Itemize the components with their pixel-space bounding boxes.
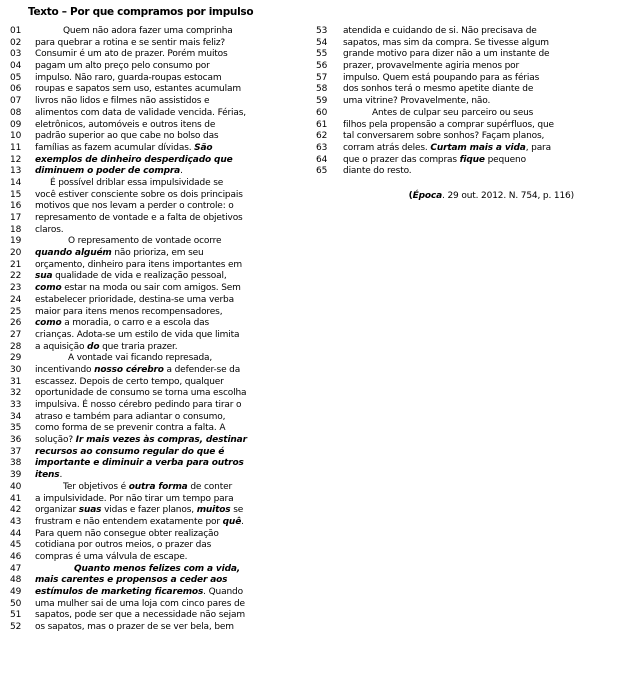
text-segment: você estiver consciente sobre os dois principais xyxy=(35,189,243,200)
text-segment: de conter xyxy=(187,481,233,492)
text-segment: livros não lidos e filmes não assistidos e xyxy=(35,96,210,107)
line-text xyxy=(343,166,412,178)
line-number: 06 xyxy=(10,84,22,95)
text-line xyxy=(10,283,247,295)
text-line xyxy=(10,49,247,61)
text-segment: tal conversarem sobre sonhos? Façam planos, xyxy=(343,131,545,142)
line-text xyxy=(35,96,209,108)
line-text xyxy=(343,120,554,132)
text-line xyxy=(10,38,247,50)
line-number: 55 xyxy=(316,49,328,60)
text-segment: solução? xyxy=(35,435,76,446)
line-text xyxy=(35,178,223,190)
citation xyxy=(316,191,574,202)
line-number: 52 xyxy=(10,622,22,633)
text-line xyxy=(316,49,612,61)
emphasized-text-segment: quê xyxy=(222,516,242,527)
line-number: 33 xyxy=(10,400,22,410)
line-text xyxy=(343,108,533,120)
text-line xyxy=(10,599,247,611)
line-text xyxy=(343,61,519,73)
text-segment: a impulsividade. Por não tirar um tempo para xyxy=(35,493,234,504)
text-segment: estar na moda ou sair com amigos. Sem xyxy=(61,283,241,294)
line-number: 65 xyxy=(316,166,328,177)
line-number: 03 xyxy=(10,49,22,60)
line-number: 60 xyxy=(316,107,328,118)
line-number: 50 xyxy=(10,598,22,609)
text-line xyxy=(10,564,247,576)
text-segment: , para xyxy=(525,142,551,153)
text-line xyxy=(316,73,612,85)
text-segment: O represamento de vontade ocorre xyxy=(68,236,222,247)
text-line xyxy=(10,330,247,342)
text-segment: famílias as fazem acumular dívidas. xyxy=(35,142,195,153)
line-number: 01 xyxy=(10,26,22,36)
line-text xyxy=(35,49,228,61)
line-number: 07 xyxy=(10,96,22,107)
text-line xyxy=(316,166,612,178)
text-segment: . xyxy=(241,516,244,527)
line-number: 23 xyxy=(10,283,22,294)
text-segment: diante do resto. xyxy=(343,166,412,177)
emphasized-text-segment: mais carentes e propensos a ceder aos xyxy=(35,575,228,586)
text-line xyxy=(10,552,247,564)
line-text xyxy=(35,190,243,202)
emphasized-text-segment: muitos xyxy=(196,505,231,516)
emphasized-text-segment: recursos ao consumo regular do que é xyxy=(35,446,225,457)
line-text xyxy=(343,96,490,108)
text-line xyxy=(10,482,247,494)
line-number: 35 xyxy=(10,423,22,434)
text-segment: para quebrar a rotina e se sentir mais feliz? xyxy=(35,37,226,48)
line-number: 04 xyxy=(10,61,22,72)
text-segment: se xyxy=(230,505,244,516)
text-line xyxy=(10,470,247,482)
line-number: 44 xyxy=(10,528,22,539)
line-number: 13 xyxy=(10,166,22,177)
text-segment: não prioriza, em seu xyxy=(111,248,204,259)
line-number: 31 xyxy=(10,376,22,387)
text-segment: maior para itens menos recompensadores, xyxy=(35,306,223,317)
text-segment: como forma de se prevenir contra a falta. A xyxy=(35,423,226,434)
line-number: 46 xyxy=(10,551,22,562)
emphasized-text-segment: outra forma xyxy=(128,481,188,492)
text-line xyxy=(10,166,247,178)
line-text xyxy=(35,61,210,73)
text-line xyxy=(10,260,247,272)
line-number: 58 xyxy=(316,84,328,95)
text-line xyxy=(10,295,247,307)
text-segment: impulsiva. É nosso cérebro pedindo para tirar o xyxy=(35,400,242,410)
line-number: 47 xyxy=(10,563,22,574)
line-text xyxy=(343,73,539,85)
emphasized-text-segment: fique xyxy=(459,154,485,165)
line-number: 12 xyxy=(10,154,22,165)
text-segment: . xyxy=(180,166,183,177)
emphasized-text-segment: Ir mais vezes às compras, destinar xyxy=(75,435,247,446)
line-text xyxy=(35,377,224,389)
line-text xyxy=(35,307,222,319)
line-number: 22 xyxy=(10,271,22,282)
line-text xyxy=(343,26,537,38)
text-segment: crianças. Adota-se um estilo de vida que limita xyxy=(35,329,240,340)
text-line xyxy=(10,271,247,283)
text-segment: qualidade de vida e realização pessoal, xyxy=(52,271,227,282)
line-text xyxy=(35,400,241,412)
line-text xyxy=(35,365,240,377)
emphasized-text-segment: como xyxy=(35,318,62,329)
text-column-left xyxy=(10,26,247,634)
text-segment: eletrônicos, automóveis e outros itens de xyxy=(35,119,216,130)
text-line xyxy=(10,610,247,622)
text-segment: grande motivo para dizer não a um instante de xyxy=(343,49,550,60)
line-text xyxy=(35,73,221,85)
line-text xyxy=(35,458,244,470)
line-text xyxy=(35,470,62,482)
text-segment: uma mulher sai de uma loja com cinco pares de xyxy=(35,598,245,609)
text-line xyxy=(10,435,247,447)
emphasized-text-segment: diminuem o poder de compra xyxy=(35,166,181,177)
emphasized-text-segment: Curtam mais a vida xyxy=(430,142,526,153)
text-line xyxy=(10,342,247,354)
text-segment: organizar xyxy=(35,505,79,516)
text-segment: pagam um alto preço pelo consumo por xyxy=(35,61,210,72)
line-number: 37 xyxy=(10,446,22,457)
text-line xyxy=(10,131,247,143)
line-text xyxy=(35,517,244,529)
text-line xyxy=(10,494,247,506)
text-segment: Para quem não consegue obter realização xyxy=(35,528,219,539)
emphasized-text-segment: do xyxy=(87,341,100,352)
line-number: 14 xyxy=(10,177,22,188)
line-text xyxy=(343,38,549,50)
text-segment: É possível driblar essa impulsividade se xyxy=(50,177,224,188)
line-number: 54 xyxy=(316,37,328,48)
line-number: 64 xyxy=(316,154,328,165)
text-segment: impulso. Não raro, guarda-roupas estocam xyxy=(35,72,222,83)
line-number: 61 xyxy=(316,119,328,130)
text-segment: vidas e fazer planos, xyxy=(101,505,197,516)
line-text xyxy=(35,108,246,120)
line-number: 28 xyxy=(10,341,22,352)
text-segment: sapatos, pode ser que a necessidade não sejam xyxy=(35,610,245,621)
line-text xyxy=(35,295,234,307)
line-text xyxy=(35,260,242,272)
line-number: 08 xyxy=(10,107,22,118)
text-line xyxy=(316,143,612,155)
text-segment: roupas e sapatos sem uso, estantes acumulam xyxy=(35,84,241,95)
line-number: 20 xyxy=(10,248,22,259)
line-number: 25 xyxy=(10,306,22,317)
line-text xyxy=(35,26,233,38)
text-segment: pequeno xyxy=(484,154,526,165)
line-number: 26 xyxy=(10,318,22,329)
line-text xyxy=(35,213,243,225)
line-number: 10 xyxy=(10,131,22,142)
line-text xyxy=(343,84,533,96)
line-text xyxy=(35,84,241,96)
line-text xyxy=(35,564,240,576)
line-number: 17 xyxy=(10,213,22,223)
text-line xyxy=(10,201,247,213)
line-text xyxy=(35,423,225,435)
line-number: 39 xyxy=(10,470,22,481)
line-number: 11 xyxy=(10,142,22,153)
line-text xyxy=(35,505,243,517)
text-line xyxy=(10,213,247,225)
text-line xyxy=(316,96,612,108)
text-line xyxy=(10,423,247,435)
text-line xyxy=(316,131,612,143)
text-column-right xyxy=(316,26,612,202)
line-text xyxy=(35,353,212,365)
line-text xyxy=(343,49,549,61)
text-line xyxy=(10,505,247,517)
text-line xyxy=(316,38,612,50)
text-line xyxy=(10,120,247,132)
line-number: 02 xyxy=(10,37,22,48)
line-text xyxy=(35,38,225,50)
text-segment: filhos pela propensão a comprar supérfluos, que xyxy=(343,119,554,130)
text-line xyxy=(316,155,612,167)
text-segment: a aquisição xyxy=(35,341,88,352)
text-segment: frustram e não entendem exatamente por xyxy=(35,516,223,527)
text-segment: Antes de culpar seu parceiro ou seus xyxy=(372,107,534,118)
text-line xyxy=(10,529,247,541)
text-line xyxy=(10,400,247,412)
line-number: 36 xyxy=(10,435,22,446)
line-text xyxy=(35,342,177,354)
text-line xyxy=(10,587,247,599)
text-line xyxy=(10,143,247,155)
text-segment: padrão superior ao que cabe no bolso das xyxy=(35,131,219,142)
text-line xyxy=(10,155,247,167)
emphasized-text-segment: estímulos de marketing ficaremos xyxy=(35,587,204,597)
emphasized-text-segment: quando alguém xyxy=(35,248,112,259)
text-line xyxy=(10,96,247,108)
text-segment: motivos que nos levam a perder o controle: o xyxy=(35,201,234,212)
emphasized-text-segment: como xyxy=(35,283,62,294)
emphasized-text-segment: suas xyxy=(78,505,102,516)
text-line xyxy=(10,388,247,400)
text-segment: oportunidade de consumo se torna uma escolha xyxy=(35,388,247,399)
line-number: 24 xyxy=(10,294,22,305)
emphasized-text-segment: Quanto menos felizes com a vida, xyxy=(74,563,241,574)
line-text xyxy=(35,575,227,587)
line-text xyxy=(35,447,224,459)
text-line xyxy=(10,365,247,377)
text-segment: . Quando xyxy=(203,587,243,597)
line-text xyxy=(35,155,233,167)
text-line xyxy=(10,458,247,470)
text-line xyxy=(10,353,247,365)
line-number: 05 xyxy=(10,72,22,83)
text-line xyxy=(316,61,612,73)
line-number: 16 xyxy=(10,201,22,212)
emphasized-text-segment: sua xyxy=(35,271,53,282)
emphasized-text-segment: nosso cérebro xyxy=(94,364,164,375)
text-segment: atraso e também para adiantar o consumo, xyxy=(35,411,226,422)
line-text xyxy=(35,120,215,132)
text-segment: incentivando xyxy=(35,364,95,375)
text-line xyxy=(10,517,247,529)
text-segment: compras é uma válvula de escape. xyxy=(35,551,188,562)
text-segment: alimentos com data de validade vencida. Férias, xyxy=(35,107,247,118)
line-number: 48 xyxy=(10,575,22,586)
text-segment: Consumir é um ato de prazer. Porém muitos xyxy=(35,49,228,60)
emphasized-text-segment: importante e diminuir a verba para outros xyxy=(35,458,244,469)
text-line xyxy=(10,412,247,424)
line-number: 34 xyxy=(10,411,22,422)
text-line xyxy=(10,575,247,587)
line-text xyxy=(343,143,551,155)
text-line xyxy=(10,84,247,96)
text-segment: estabelecer prioridade, destina-se uma verba xyxy=(35,294,234,305)
line-text xyxy=(35,166,183,178)
text-segment: A vontade vai ficando represada, xyxy=(68,353,213,364)
text-segment: os sapatos, mas o prazer de se ver bela, bem xyxy=(35,622,234,633)
text-line xyxy=(316,84,612,96)
line-number: 62 xyxy=(316,131,328,142)
text-line xyxy=(10,61,247,73)
text-segment: que o prazer das compras xyxy=(343,154,460,165)
line-text xyxy=(35,435,247,447)
line-number: 57 xyxy=(316,72,328,83)
line-number: 27 xyxy=(10,329,22,340)
line-number: 15 xyxy=(10,189,22,200)
text-segment: . 29 out. 2012. N. 754, p. 116) xyxy=(442,190,574,201)
text-segment: dos sonhos terá o mesmo apetite diante de xyxy=(343,84,534,95)
text-line xyxy=(10,540,247,552)
text-line xyxy=(316,26,612,38)
text-line xyxy=(10,447,247,459)
line-number: 45 xyxy=(10,540,22,551)
line-number: 56 xyxy=(316,61,328,72)
line-number: 18 xyxy=(10,224,22,235)
text-line xyxy=(10,26,247,38)
line-text xyxy=(35,610,245,622)
line-number: 09 xyxy=(10,119,22,130)
line-number: 38 xyxy=(10,458,22,469)
line-number: 21 xyxy=(10,259,22,270)
line-text xyxy=(35,330,239,342)
text-segment: Ter objetivos é xyxy=(63,481,129,492)
text-segment: cotidiana por outros meios, o prazer das xyxy=(35,540,212,551)
line-text xyxy=(35,225,63,237)
line-text xyxy=(35,599,245,611)
page-title: Texto – Por que compramos por impulso xyxy=(28,6,254,18)
text-segment: sapatos, mas sim da compra. Se tivesse algum xyxy=(343,37,549,48)
text-line xyxy=(10,190,247,202)
text-line xyxy=(10,73,247,85)
text-line xyxy=(10,225,247,237)
emphasized-text-segment: São xyxy=(194,142,213,153)
line-number: 51 xyxy=(10,610,22,621)
line-text xyxy=(35,388,246,400)
text-line xyxy=(316,120,612,132)
line-number: 42 xyxy=(10,505,22,516)
line-number: 40 xyxy=(10,481,22,492)
text-line xyxy=(10,248,247,260)
line-number: 19 xyxy=(10,236,22,247)
line-number: 32 xyxy=(10,388,22,399)
text-segment: escassez. Depois de certo tempo, qualquer xyxy=(35,376,224,387)
line-text xyxy=(35,248,204,260)
line-text xyxy=(35,236,221,248)
line-text xyxy=(35,494,233,506)
line-text xyxy=(35,201,234,213)
line-number: 29 xyxy=(10,353,22,364)
text-segment: a moradia, o carro e a escola das xyxy=(61,318,210,329)
line-text xyxy=(35,131,218,143)
text-segment: Quem não adora fazer uma comprinha xyxy=(63,26,233,36)
line-number: 63 xyxy=(316,142,328,153)
text-segment: uma vitrine? Provavelmente, não. xyxy=(343,96,491,107)
line-number: 59 xyxy=(316,96,328,107)
line-number: 49 xyxy=(10,587,22,597)
line-text xyxy=(35,412,225,424)
line-text xyxy=(343,155,526,167)
line-number: 30 xyxy=(10,364,22,375)
text-line xyxy=(10,377,247,389)
text-segment: atendida e cuidando de si. Não precisava de xyxy=(343,26,537,36)
emphasized-text-segment: Época xyxy=(412,190,443,201)
text-segment: que traria prazer. xyxy=(99,341,178,352)
text-line xyxy=(316,108,612,120)
line-text xyxy=(35,552,187,564)
line-number: 43 xyxy=(10,516,22,527)
line-text xyxy=(35,540,211,552)
line-text xyxy=(35,622,234,634)
line-text xyxy=(35,529,219,541)
text-line xyxy=(10,622,247,634)
line-text xyxy=(35,318,209,330)
text-line xyxy=(10,307,247,319)
line-number: 41 xyxy=(10,493,22,504)
line-text xyxy=(343,131,544,143)
line-text xyxy=(35,482,232,494)
text-line xyxy=(10,236,247,248)
text-segment: . xyxy=(59,470,63,481)
text-segment: corram atrás deles. xyxy=(343,142,431,153)
text-line xyxy=(10,178,247,190)
text-segment: prazer, provavelmente agiria menos por xyxy=(343,61,520,72)
emphasized-text-segment: itens xyxy=(35,470,60,481)
text-segment: impulso. Quem está poupando para as férias xyxy=(343,72,540,83)
emphasized-text-segment: exemplos de dinheiro desperdiçado que xyxy=(35,154,233,165)
text-line xyxy=(10,108,247,120)
text-segment: represamento de vontade e a falta de objetivos xyxy=(35,213,243,223)
text-segment: orçamento, dinheiro para itens importantes em xyxy=(35,259,242,270)
line-text xyxy=(35,283,241,295)
emphasized-text-segment: ( xyxy=(408,190,413,201)
line-text xyxy=(35,143,212,155)
line-text xyxy=(35,271,227,283)
text-line xyxy=(10,318,247,330)
line-number: 53 xyxy=(316,26,328,36)
text-segment: claros. xyxy=(35,224,64,235)
line-text xyxy=(35,587,243,599)
text-segment: a defender-se da xyxy=(163,364,241,375)
